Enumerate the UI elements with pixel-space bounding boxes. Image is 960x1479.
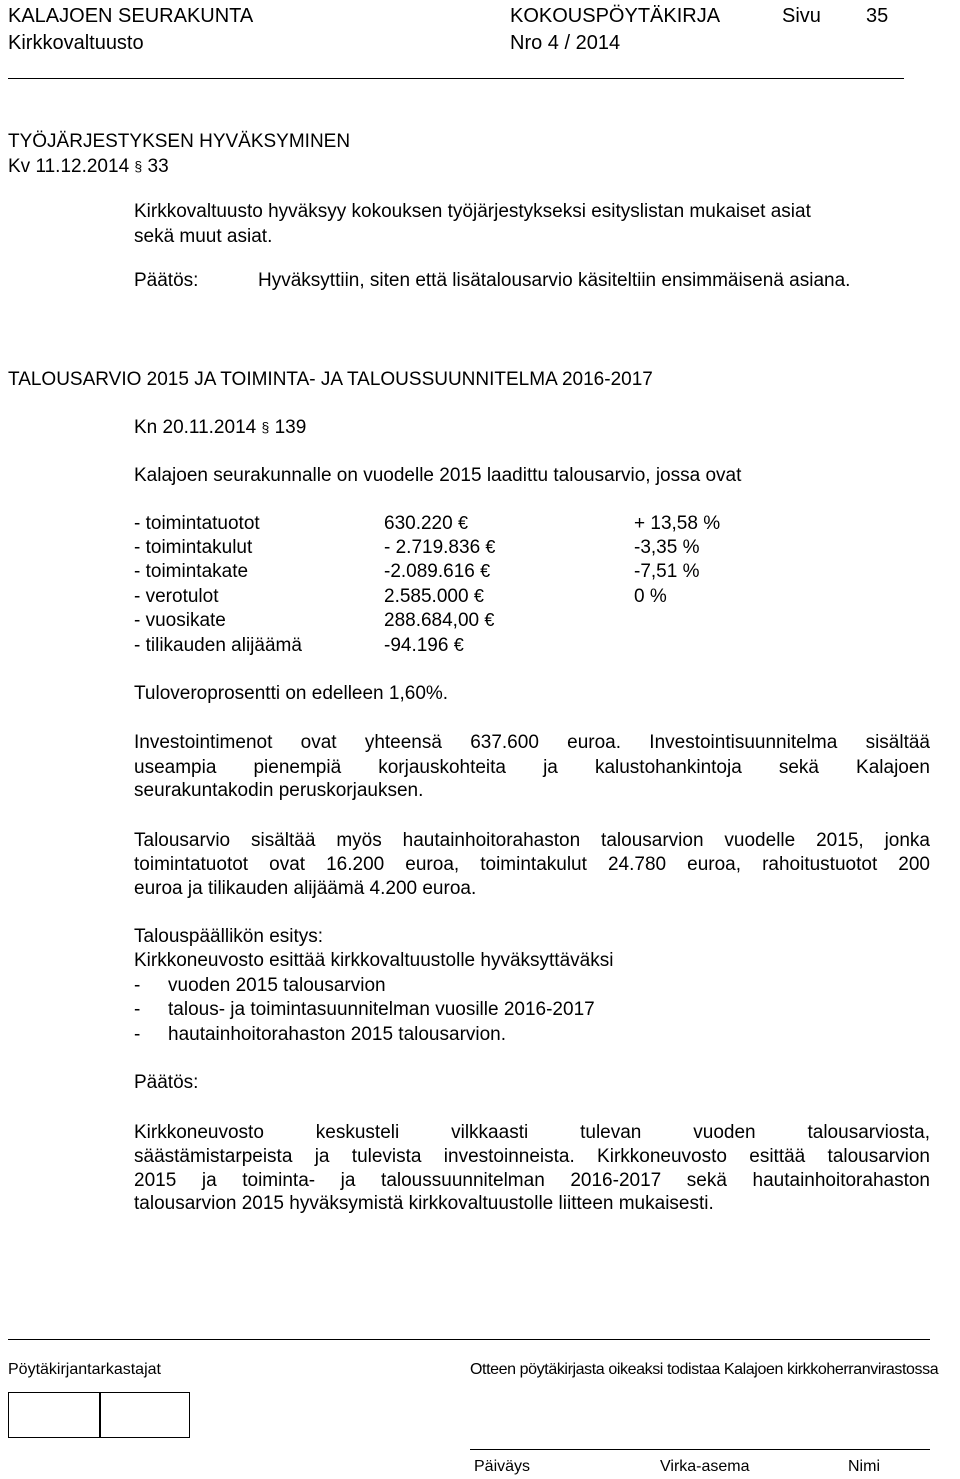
decision-text: Hyväksyttiin, siten että lisätalousarvio käsiteltiin ensimmäisenä asiana.	[258, 270, 851, 291]
euro-icon: €	[453, 635, 464, 655]
investments-line: useampia pienempiä korjauskohteita ja kalustohankintoja sekä Kalajoen	[134, 757, 930, 778]
meeting-body: Kirkkovaltuusto	[8, 32, 144, 54]
budget-label: - toimintakulut	[134, 537, 253, 558]
reference-number: 139	[274, 417, 307, 438]
budget-change: -7,51 %	[634, 561, 700, 582]
investments-line: Investointimenot ovat yhteensä 637.600 euroa. Investointisuunnitelma sisältää	[134, 732, 930, 753]
budget-label: - tilikauden alijäämä	[134, 635, 302, 656]
proposal-item: - talous- ja toimintasuunnitelman vuosille 2016-2017	[134, 999, 595, 1020]
section-sign-icon: §	[261, 419, 270, 435]
date-label: Päiväys	[474, 1458, 531, 1475]
section-reference	[8, 156, 169, 179]
budget-row	[134, 586, 218, 609]
section-title: TYÖJÄRJESTYKSEN HYVÄKSYMINEN	[8, 131, 351, 152]
euro-icon: €	[485, 537, 496, 557]
list-dash: -	[134, 1024, 141, 1045]
euro-icon: €	[473, 586, 484, 606]
proposal-label: Talouspäällikön esitys:	[134, 926, 324, 947]
budget-change: + 13,58 %	[634, 513, 721, 534]
decision-line: säästämistarpeista ja tulevista investoinneista. Kirkkoneuvosto esittää talousarvion	[134, 1146, 930, 1167]
list-dash: -	[134, 975, 141, 996]
name-label: Nimi	[848, 1458, 880, 1475]
decision-line: 2015 ja toiminta- ja taloussuunnitelman 2016-2017 sekä hautainhoitorahaston	[134, 1170, 930, 1191]
budget-label: - toimintakate	[134, 561, 249, 582]
signature-box	[100, 1392, 190, 1438]
proposal-item: - vuoden 2015 talousarvion	[134, 975, 386, 996]
org-name: KALAJOEN SEURAKUNTA	[8, 5, 254, 27]
header-divider	[8, 78, 904, 79]
budget-row	[134, 561, 248, 584]
budget-amount: - 2.719.836 €	[384, 537, 496, 558]
budget-amount: 2.585.000 €	[384, 586, 484, 607]
list-dash: -	[134, 999, 141, 1020]
budget-row	[134, 513, 260, 536]
reference-number: 33	[147, 156, 169, 177]
reference-date: Kn 20.11.2014	[134, 417, 257, 438]
budget-amount: -94.196 €	[384, 635, 464, 656]
decision-label: Päätös:	[134, 270, 199, 291]
footer-divider	[8, 1339, 930, 1340]
decision-line: talousarvion 2015 hyväksymistä kirkkovaltuustolle liitteen mukaisesti.	[134, 1193, 714, 1214]
cemetery-line: toimintatuotot ovat 16.200 euroa, toimintakulut 24.780 euroa, rahoitustuotot 200	[134, 854, 930, 875]
budget-label: - vuosikate	[134, 610, 226, 631]
body-text: sekä muut asiat.	[134, 226, 273, 247]
meeting-number: Nro 4 / 2014	[510, 32, 621, 54]
certification-label: Otteen pöytäkirjasta oikeaksi todistaa Kalajoen kirkkoherranvirastossa	[470, 1361, 939, 1378]
position-label: Virka-asema	[660, 1458, 750, 1475]
cemetery-line: euroa ja tilikauden alijäämä 4.200 euroa.	[134, 878, 477, 899]
budget-row	[134, 537, 252, 560]
section-reference	[134, 417, 306, 440]
budget-label: - verotulot	[134, 586, 219, 607]
page-number: 35	[866, 5, 889, 27]
section-sign-icon: §	[134, 158, 143, 174]
body-text: Kalajoen seurakunnalle on vuodelle 2015 laadittu talousarvio, jossa ovat	[134, 465, 742, 486]
proposal-text: Kirkkoneuvosto esittää kirkkovaltuustolle hyväksyttäväksi	[134, 950, 614, 971]
euro-icon: €	[480, 561, 491, 581]
euro-icon: €	[484, 610, 495, 630]
budget-label: - toimintatuotot	[134, 513, 260, 534]
budget-amount: 630.220 €	[384, 513, 468, 534]
inspectors-label: Pöytäkirjantarkastajat	[8, 1361, 161, 1378]
body-text: Kirkkovaltuusto hyväksyy kokouksen työjärjestykseksi esityslistan mukaiset asiat	[134, 201, 811, 222]
tax-rate-text: Tuloveroprosentti on edelleen 1,60%.	[134, 683, 449, 704]
document-type: KOKOUSPÖYTÄKIRJA	[510, 5, 721, 27]
page-label: Sivu	[782, 5, 821, 27]
budget-row	[134, 635, 302, 658]
budget-change: -3,35 %	[634, 537, 700, 558]
budget-amount: 288.684,00 €	[384, 610, 495, 631]
signature-box	[8, 1392, 100, 1438]
euro-icon: €	[457, 513, 468, 533]
cemetery-line: Talousarvio sisältää myös hautainhoitorahaston talousarvion vuodelle 2015, jonka	[134, 830, 930, 851]
decision-label: Päätös:	[134, 1072, 199, 1093]
reference-date: Kv 11.12.2014	[8, 156, 130, 177]
investments-line: seurakuntakodin peruskorjauksen.	[134, 780, 424, 801]
section-title: TALOUSARVIO 2015 JA TOIMINTA- JA TALOUSSUUNNITELMA 2016-2017	[8, 369, 653, 390]
budget-amount: -2.089.616 €	[384, 561, 491, 582]
proposal-item: - hautainhoitorahaston 2015 talousarvion.	[134, 1024, 507, 1045]
budget-row	[134, 610, 226, 633]
decision-line: Kirkkoneuvosto keskusteli vilkkaasti tulevan vuoden talousarviosta,	[134, 1122, 930, 1143]
budget-change: 0 %	[634, 586, 667, 607]
signature-line	[470, 1449, 930, 1450]
